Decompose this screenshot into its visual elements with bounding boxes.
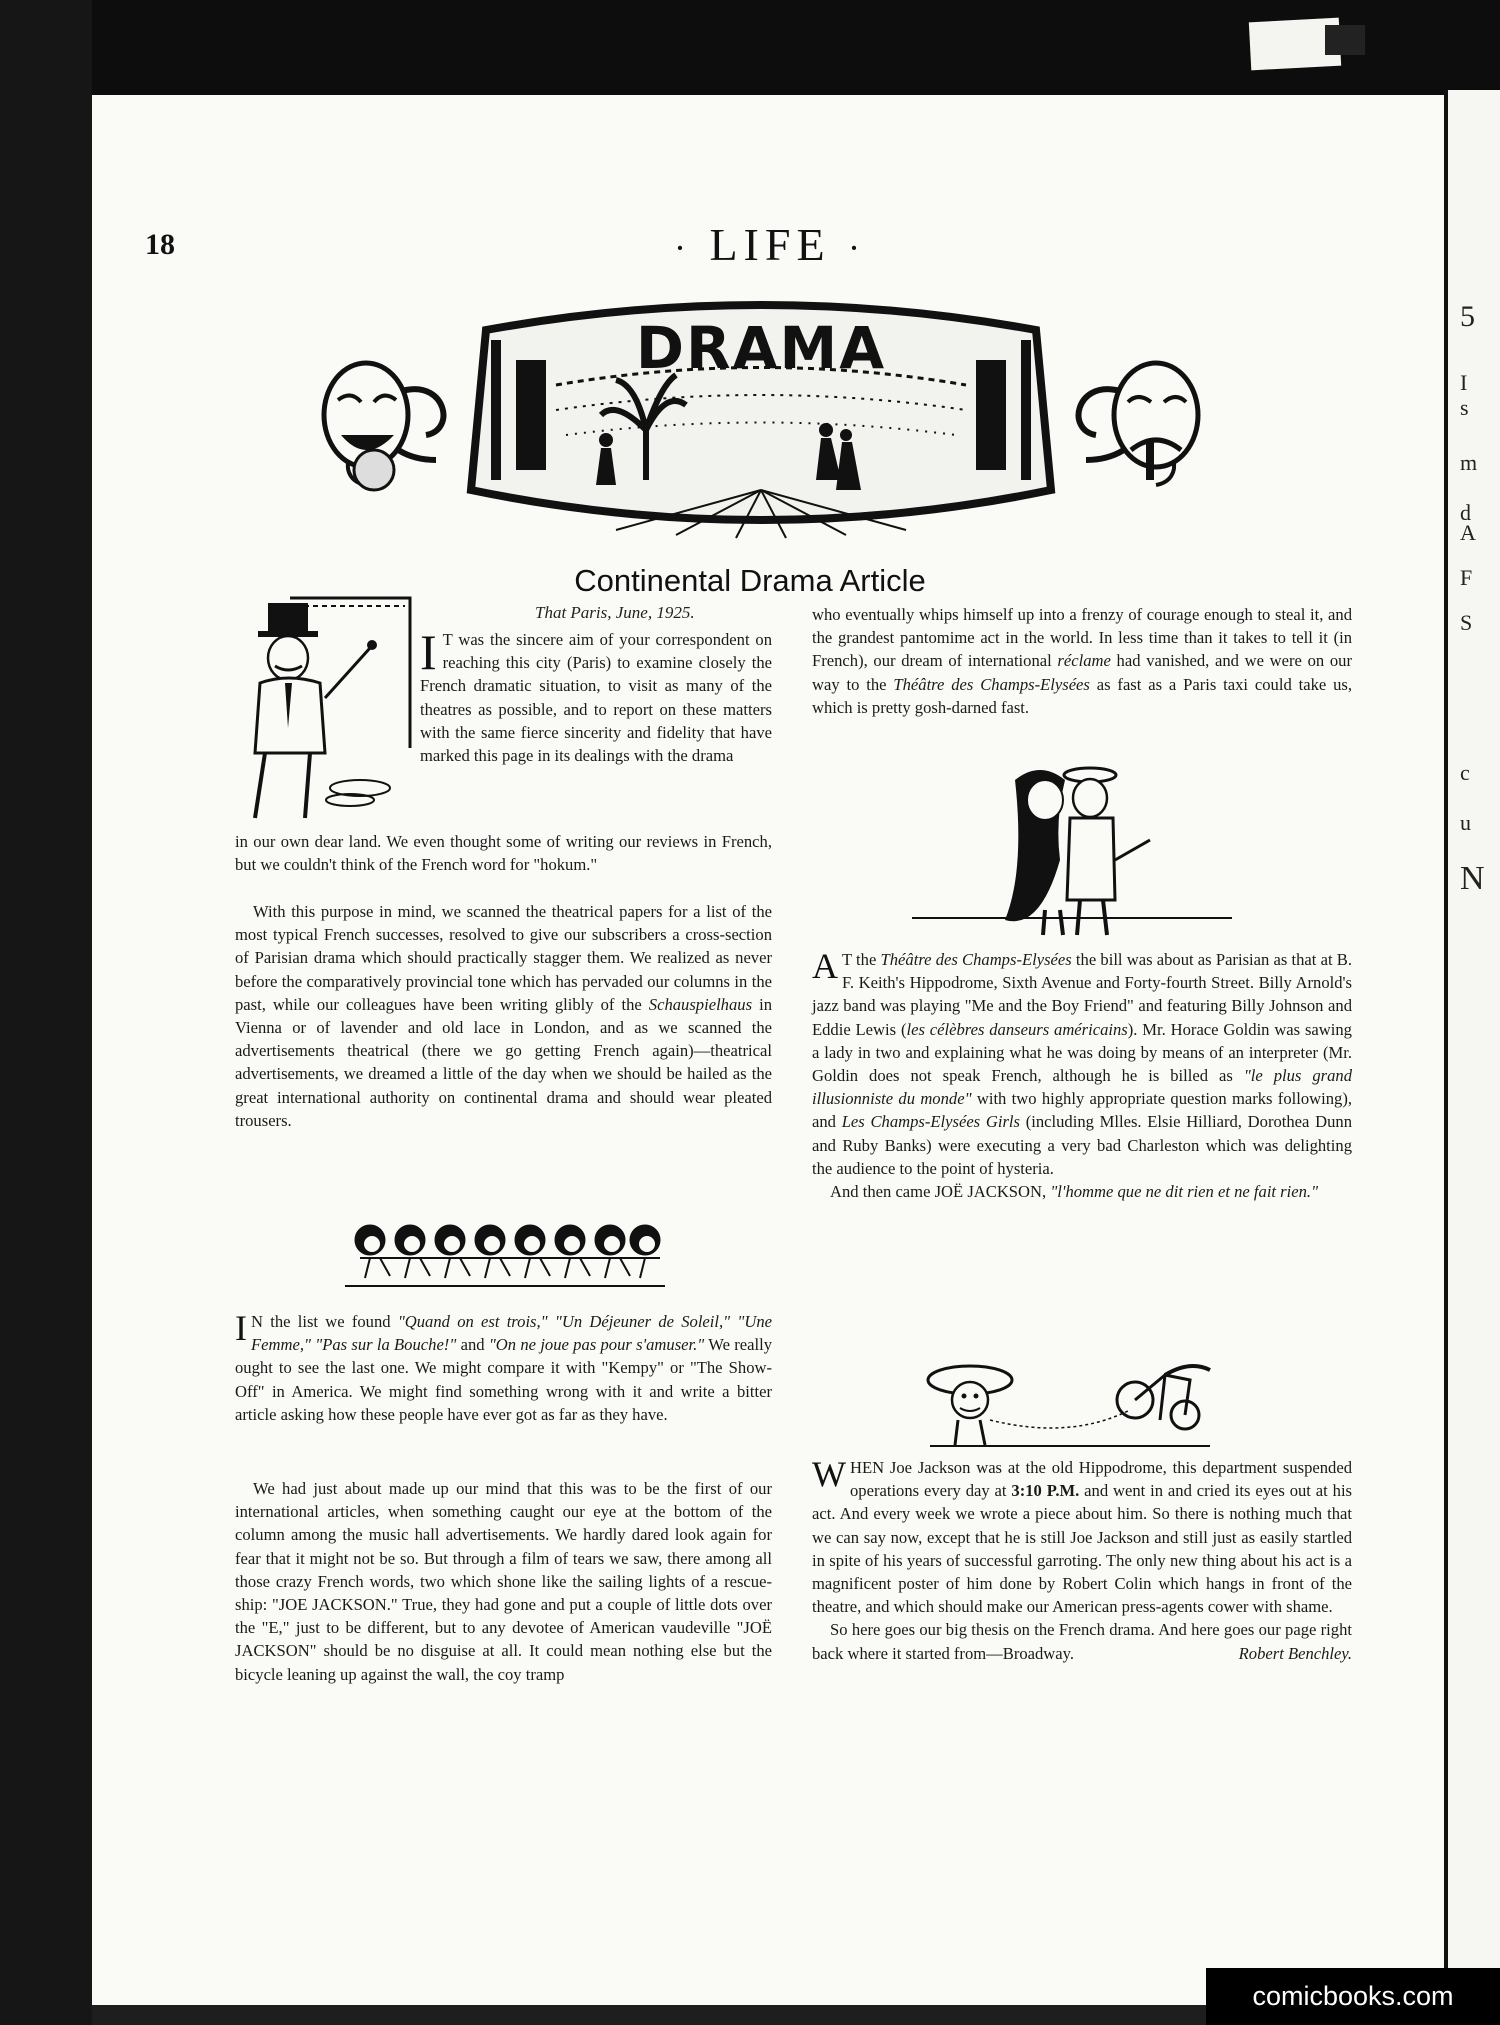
next-page-fragment: 5 <box>1460 300 1475 333</box>
source-watermark: comicbooks.com <box>1206 1968 1500 2025</box>
paragraph-text: had vanished, and we were on our way to the <box>812 651 1352 694</box>
col1-paragraph-1-narrow <box>420 624 772 767</box>
masthead-dot: · <box>673 228 692 268</box>
italic-term: Schauspielhaus <box>648 994 753 1014</box>
paragraph-text: And then came JOË JACKSON, <box>830 1182 1051 1202</box>
drop-cap: W <box>812 1454 846 1494</box>
paragraph-text: With this purpose in mind, we scanned the theatrical papers for a list of the most typical French successes, resolved to give our subscribers a cross-section of Parisian drama which should practically stagger them. We realized as never before the comparatively provincial tone which has pervaded our columns in the past, while our colleagues have been writing glibly of the <box>235 902 772 1014</box>
next-page-fragment: N <box>1460 860 1485 897</box>
next-page-fragment: m <box>1460 450 1478 475</box>
masthead-title: LIFE <box>709 219 831 270</box>
time-text: 3:10 P.M. <box>1011 1481 1080 1501</box>
tragedy-mask-icon <box>1114 363 1198 480</box>
scan-left-border <box>0 0 92 2025</box>
col2-paragraph-2 <box>812 948 1352 1203</box>
divider-line <box>912 917 1232 919</box>
italic-title: "On ne joue pas pour s'amuser." <box>488 1335 705 1355</box>
italic-term: Théâtre des Champs-Elysées <box>880 950 1072 969</box>
next-page-fragment: s <box>1460 395 1469 420</box>
adjacent-page-strip <box>1448 90 1500 1990</box>
paragraph-text: (including Mlles. Elsie Hilliard, Dorothea Dunn and Ruby Banks) were executing a very bad Charleston which was delighting the audience to the point of hysteria. <box>812 1112 1352 1178</box>
next-page-fragment: u <box>1460 810 1471 835</box>
masthead <box>640 218 900 271</box>
next-page-fragment: F <box>1460 565 1473 590</box>
paragraph-text: in our own dear land. We even thought some of writing our reviews in French, but we couldn't think of the French word for "hokum." <box>235 832 772 875</box>
paragraph-text: We really ought to see the last one. We might compare it with "Kempy" or "The Show-Off" in America. We might find something wrong with it and write a bitter article asking how these people have ever got as far as they have. <box>235 1335 773 1424</box>
drop-cap: A <box>812 946 838 986</box>
italic-title: "Quand on est trois," "Un Déjeuner de Soleil," "Une Femme," "Pas sur la Bouche!" <box>251 1312 772 1355</box>
next-page-fragment: d <box>1460 500 1471 525</box>
col1-paragraph-2 <box>235 900 772 1132</box>
italic-term: Théâtre des Champs-Elysées <box>893 674 1090 694</box>
section-title: DRAMA <box>635 314 887 382</box>
col1-paragraph-4 <box>235 1477 772 1686</box>
paragraph-text: So here goes our big thesis on the French drama. And here goes our page right back where it started from—Broadway. <box>812 1620 1352 1663</box>
paragraph-text: and <box>456 1335 489 1355</box>
col1-paragraph-3 <box>235 1310 772 1426</box>
italic-term: "le plus grand illusionniste du monde" <box>812 1066 1352 1109</box>
top-hat-gentleman-illustration <box>230 588 420 828</box>
drop-cap: I <box>420 624 437 680</box>
paragraph-text: T was the sincere aim of your correspondent on reaching this city (Paris) to examine closely the French dramatic situation, to visit as many of the theatres as possible, and to report on these matters with the same fierce sincerity and fidelity that have marked this page in its dealings with the drama <box>420 630 772 766</box>
joe-jackson-bicycle-illustration <box>920 1350 1220 1460</box>
col2-paragraph-1 <box>812 603 1352 719</box>
bicycle-icon <box>1117 1366 1210 1429</box>
col1-paragraph-1-wide <box>235 830 772 876</box>
italic-term: réclame <box>1057 651 1111 671</box>
paragraph-text: HEN Joe Jackson was at the old Hippodrome, this department suspended operations every day at <box>849 1458 1352 1501</box>
paragraph-text: T the <box>842 950 881 969</box>
divider-line <box>345 1285 665 1287</box>
next-page-fragment: I <box>1460 370 1468 395</box>
paragraph-text: who eventually whips himself up into a frenzy of courage enough to steal it, and the grandest pantomime act in the world. In less time than it takes to tell it (in French), our dream of international <box>812 605 1352 671</box>
drama-banner-illustration <box>316 290 1206 540</box>
paragraph-text: as fast as a Paris taxi could take us, which is pretty gosh-darned fast. <box>812 674 1352 717</box>
paragraph-text: N the list we found <box>251 1312 398 1331</box>
paragraph-text: We had just about made up our mind that this was to be the first of our international articles, when something caught our eye at the bottom of the column among the music hall advertisements. We hardly dared look again for fear that it might not be so. But through a film of tears we saw, there among all those crazy French words, two which shone like the sailing lights of a rescue-ship: "JOE JACKSON." True, they had gone and put a couple of little dots over the "E," just to be different, but to any devotee of American vaudeville "JOË JACKSON" should be no disguise at all. It could mean nothing else but the bicycle leaning up against the wall, the coy tramp <box>235 1479 772 1684</box>
page-number: 18 <box>145 228 175 261</box>
author-signature: Robert Benchley. <box>1238 1643 1352 1663</box>
paragraph-text: the bill was about as Parisian as that at B. F. Keith's Hippodrome, Sixth Avenue and Forty-fourth Street. Billy Arnold's jazz band was playing "Me and the Boy Friend" and featuring Billy Johnson and Eddie Lewis ( <box>812 950 1352 1039</box>
chorus-girls-illustration <box>340 1218 670 1288</box>
paragraph-text: in Vienna or of lavender and old lace in London, and as we scanned the advertisements theatrical (there we go getting French again)—theatrical advertisements, we dreamed a little of the day when we should be hailed as the great international authority on continental drama and should wear pleated trousers. <box>235 994 772 1130</box>
divider-line <box>930 1445 1210 1447</box>
col2-paragraph-4 <box>812 1456 1352 1665</box>
paragraph-text: with two highly appropriate question marks following), and <box>812 1089 1352 1132</box>
italic-quote: "l'homme que ne dit rien et ne fait rien." <box>1050 1182 1319 1202</box>
torn-paper-shadow <box>1325 25 1365 55</box>
next-page-fragment: S <box>1460 610 1473 635</box>
drop-cap: I <box>235 1308 247 1348</box>
dateline: That Paris, June, 1925. <box>535 603 695 622</box>
paragraph-text: and went in and cried its eyes out at his act. And every week we wrote a piece about him. So there is nothing much that we can say now, except that he is still Joe Jackson and still just as easily startled in spite of his years of successful garroting. The only new thing about his act is a magnificent poster of him done by Robert Colin which hangs in front of the theatre, and which should make our American press-agents cower with shame. <box>812 1481 1353 1617</box>
italic-term: Les Champs-Elysées Girls <box>841 1112 1020 1132</box>
next-page-fragment: A <box>1460 520 1476 545</box>
article-title: Continental Drama Article <box>574 563 926 598</box>
next-page-fragment: c <box>1460 760 1470 785</box>
parisian-couple-illustration <box>985 760 1155 940</box>
paragraph-text: ). Mr. Horace Goldin was sawing a lady in two and explaining what he was doing by means of an interpreter (Mr. Goldin does not speak French, although he is billed as <box>812 1019 1352 1086</box>
comedy-mask-icon <box>324 363 408 490</box>
italic-term: les célèbres danseurs américains <box>906 1019 1128 1039</box>
masthead-dot: · <box>848 228 867 268</box>
